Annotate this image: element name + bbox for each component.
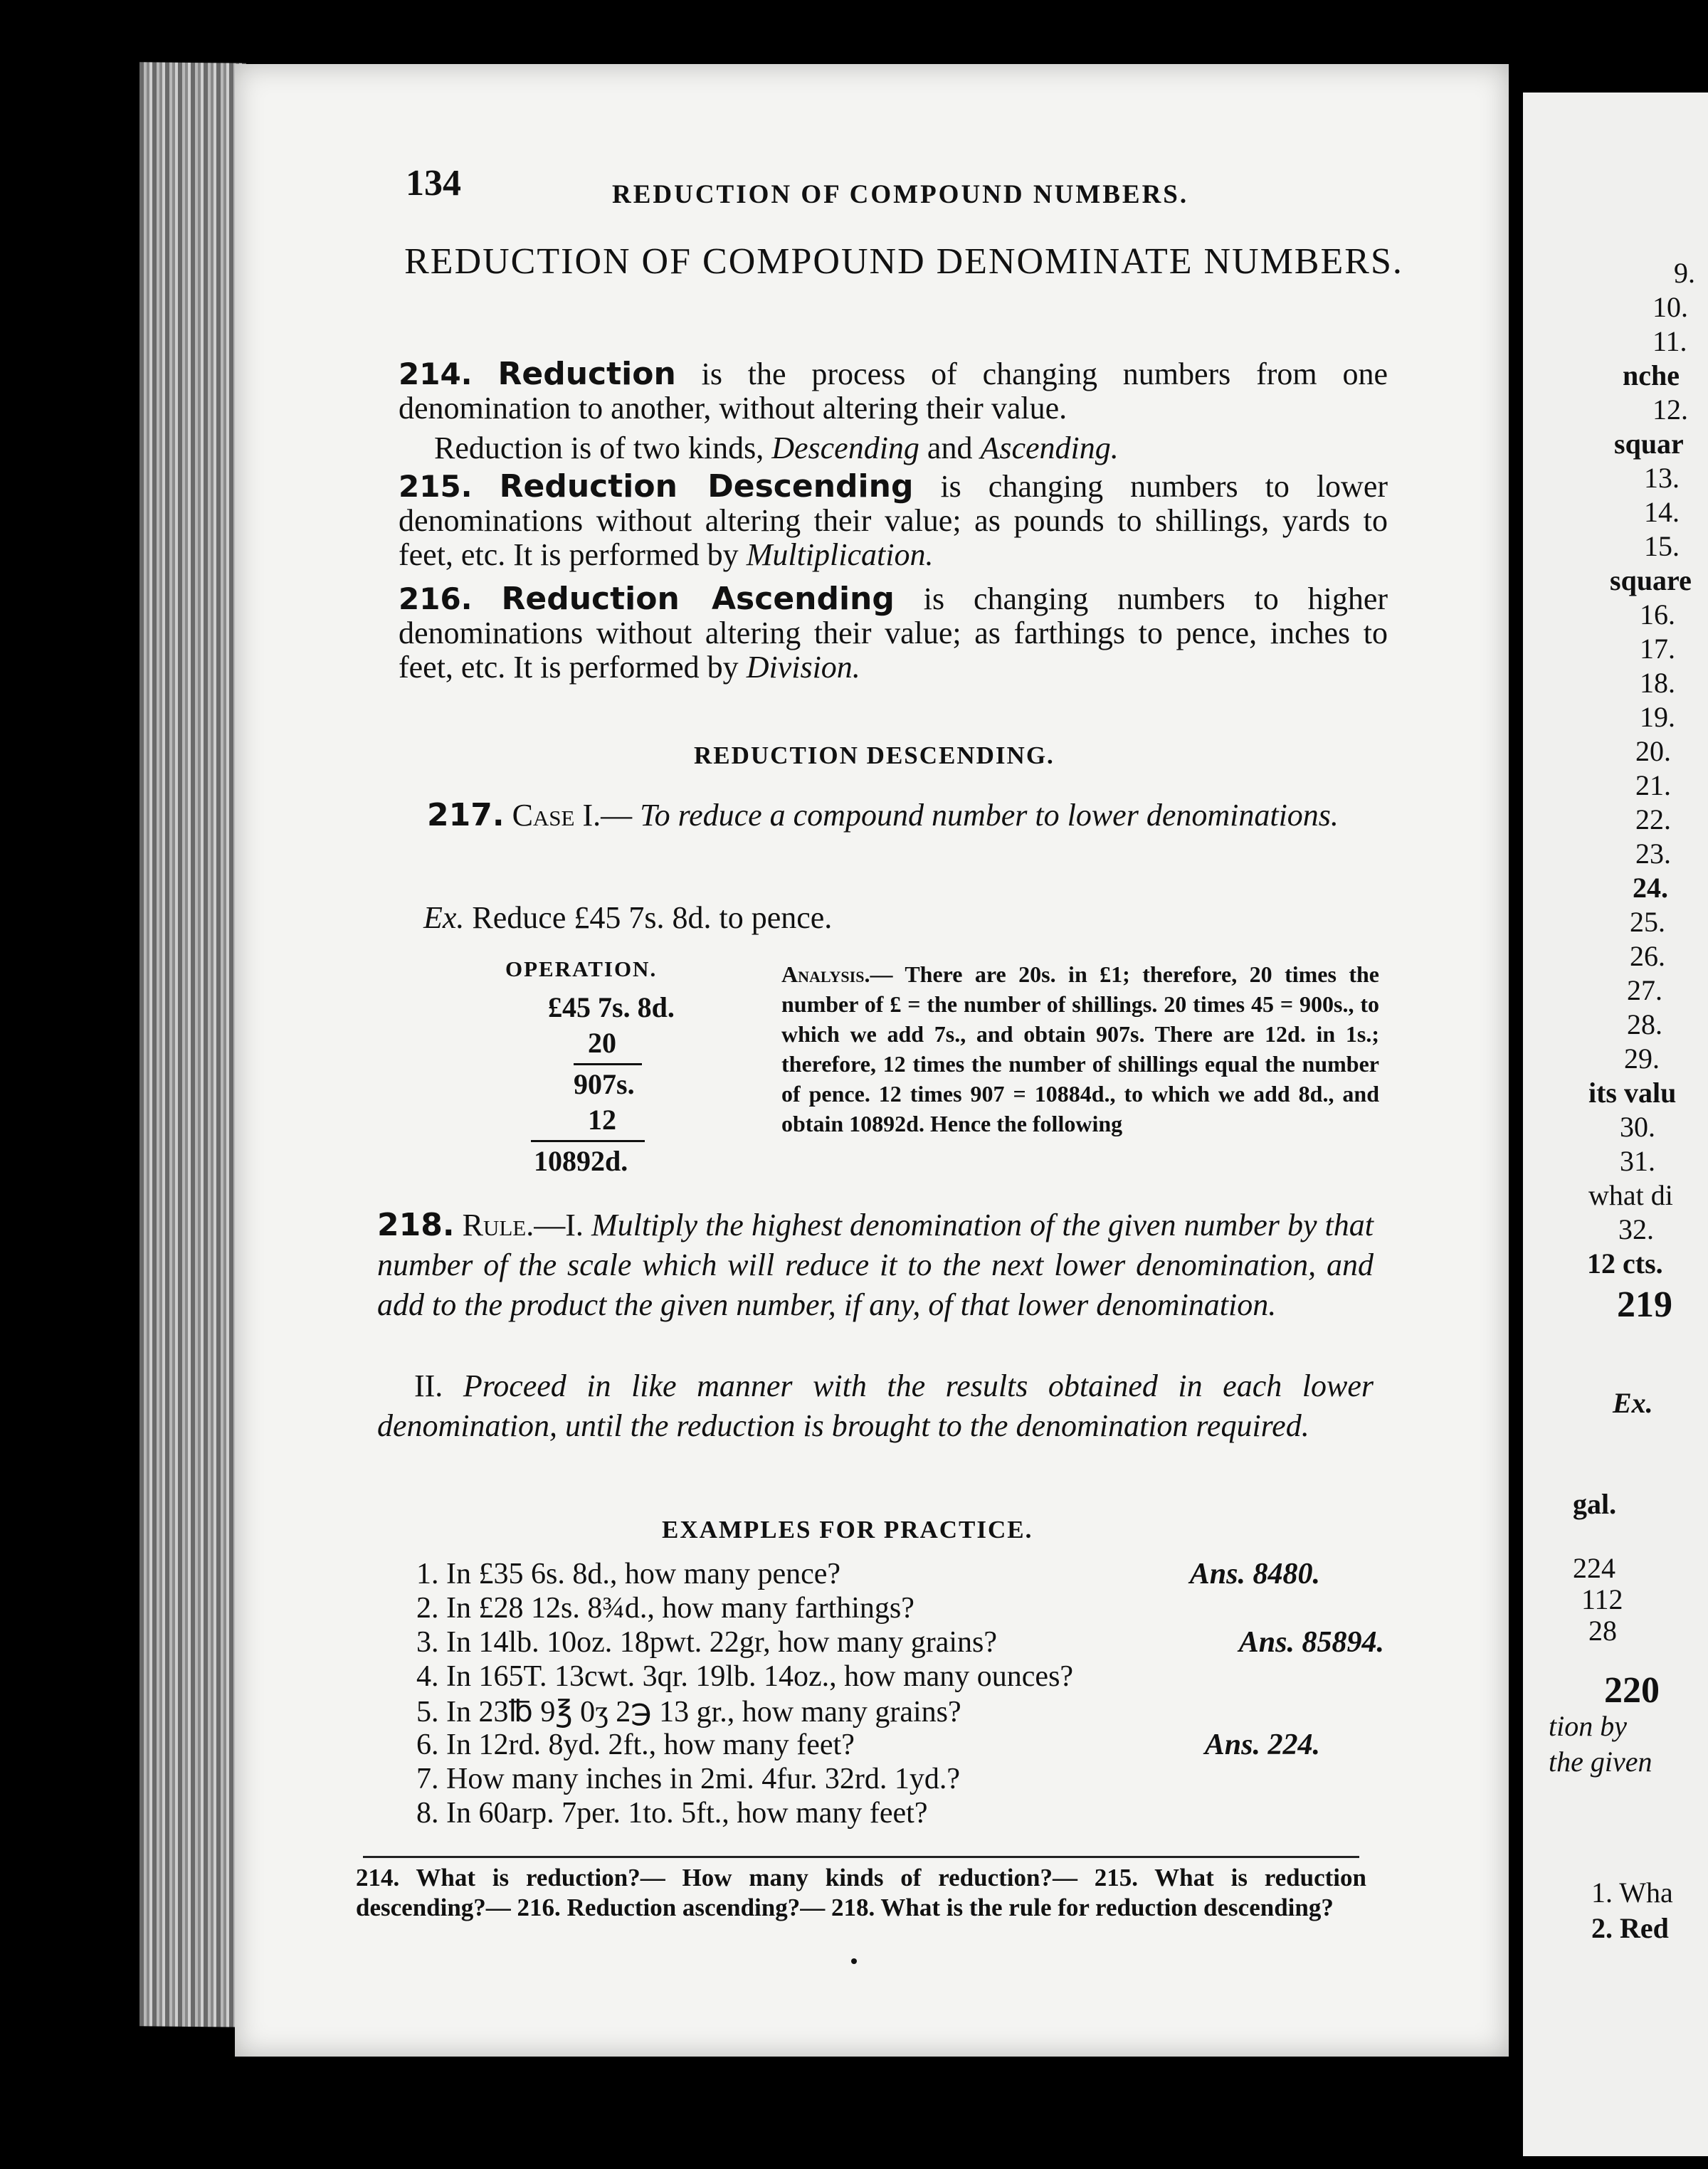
example-text: Reduce £45 7s. 8d. to pence. — [472, 900, 833, 935]
example — [423, 899, 832, 936]
list-item: 4. In 165T. 13cwt. 3qr. 19lb. 14oz., how many ounces? — [416, 1660, 1074, 1693]
kind-descending: Descending — [771, 431, 919, 465]
case-heading — [427, 797, 1388, 834]
definition-text: is changing numbers to lower denominations without altering their value; as pounds to shillings, yards to feet, etc. It is performed by — [399, 469, 1388, 572]
right-page-line: nche — [1623, 359, 1680, 391]
operation-line-2: 20 — [588, 1027, 616, 1059]
operation-heading: OPERATION. — [505, 956, 658, 981]
rule-text-2: Proceed in like manner with the results obtained in each lower denomination, until the reduction is brought to the denomination required. — [377, 1368, 1374, 1443]
rule-text-1: Multiply the highest denomination of the given number by that number of the scale which will reduce it to the next lower denomination, and add to the product the given number, if any, of that lower denomination. — [377, 1208, 1374, 1322]
rule-label: Rule.—I. — [462, 1208, 584, 1242]
running-title: REDUCTION OF COMPOUND NUMBERS. — [612, 180, 1189, 209]
list-item: 6. In 12rd. 8yd. 2ft., how many feet? Ans. 224. — [416, 1729, 1320, 1761]
right-page-line: tion by — [1549, 1710, 1627, 1742]
right-page-line: the given — [1549, 1746, 1652, 1778]
right-page-line: 219 — [1617, 1284, 1672, 1325]
examples-list — [416, 1557, 1406, 1830]
kinds-text: Reduction is of two kinds, — [434, 431, 764, 465]
footnote-questions: 214. What is reduction?— How many kinds of reduction?— 215. What is reduction descending?— 216. Reduction ascending?— 218. What is the rule for reduction descending? — [356, 1864, 1366, 1921]
right-page-line: 22. — [1635, 803, 1671, 835]
right-page-line: 19. — [1640, 701, 1675, 733]
book-page-edges — [139, 62, 246, 2027]
operation-line-3: 907s. — [574, 1068, 635, 1100]
right-page-line: 32. — [1618, 1213, 1654, 1245]
right-page-line: square — [1610, 564, 1692, 596]
rule-label-2: II. — [414, 1368, 443, 1403]
paragraph-214-kinds — [434, 431, 1359, 465]
list-item: 2. In £28 12s. 8¾d., how many farthings? — [416, 1592, 914, 1625]
right-page-line: its valu — [1588, 1077, 1677, 1109]
case-text: To reduce a compound number to lower denominations. — [640, 798, 1339, 833]
kind-ascending: Ascending. — [980, 431, 1119, 465]
list-item: 8. In 60arp. 7per. 1to. 5ft., how many feet? — [416, 1797, 928, 1830]
kinds-and: and — [927, 431, 973, 465]
operation-line-4: 12 — [588, 1104, 616, 1136]
case-label: Case I.— — [512, 798, 633, 833]
section-number: 218. — [377, 1207, 455, 1243]
paragraph-215 — [399, 470, 1388, 572]
right-page-line: 23. — [1635, 838, 1671, 870]
right-page-line: 14. — [1644, 496, 1680, 528]
term-reduction-ascending: Reduction Ascending — [501, 581, 895, 617]
right-page-line: 15. — [1644, 530, 1680, 562]
right-page-line: 18. — [1640, 667, 1675, 699]
right-page-line: 10. — [1652, 291, 1688, 323]
term-reduction: Reduction — [497, 356, 676, 392]
right-page-line: 30. — [1620, 1111, 1655, 1143]
analysis-text — [781, 959, 1379, 1139]
paragraph-214 — [399, 357, 1388, 426]
footnote-divider — [363, 1856, 1359, 1858]
right-page-line: what di — [1588, 1179, 1673, 1211]
right-page-line: 20. — [1635, 735, 1671, 767]
operation-rule — [531, 1140, 645, 1142]
section-number: 217. — [427, 797, 505, 833]
right-page-line: Ex. — [1613, 1387, 1653, 1419]
right-page-line: 2. Red — [1591, 1912, 1669, 1944]
right-page-line: 224 — [1573, 1552, 1615, 1584]
page-number: 134 — [406, 163, 461, 204]
right-page-line: 21. — [1635, 769, 1671, 801]
right-page-line: 27. — [1627, 974, 1662, 1006]
definition-text: is changing numbers to higher denominations without altering their value; as farthings to pence, inches to feet, etc. It is performed by — [399, 581, 1388, 685]
operation-line-1: £45 7s. 8d. — [548, 991, 675, 1023]
examples-heading: EXAMPLES FOR PRACTICE. — [662, 1516, 1033, 1543]
section-number: 216. — [399, 581, 473, 616]
right-page-line: 16. — [1640, 598, 1675, 630]
right-page-line: 112 — [1581, 1583, 1623, 1615]
term-reduction-descending: Reduction Descending — [499, 468, 914, 505]
right-page-line: 28 — [1588, 1615, 1617, 1647]
list-item: 7. How many inches in 2mi. 4fur. 32rd. 1yd.? — [416, 1763, 961, 1795]
right-page-line: 26. — [1630, 940, 1665, 972]
right-page-line: 13. — [1644, 462, 1680, 494]
right-page-line: 9. — [1674, 257, 1695, 289]
section-number: 214. — [399, 357, 473, 391]
right-page-line: 17. — [1640, 633, 1675, 665]
right-page-line: 12. — [1652, 394, 1688, 426]
rule-paragraph-2 — [377, 1366, 1374, 1446]
analysis-body: There are 20s. in £1; therefore, 20 times the number of £ = the number of shillings. 20 times 45 = 900s., to which we add 7s., and obtain 907s. There are 12d. in 1s.; therefore, 12 times the number of shillings equal the number of pence. 12 times 907 = 10884d., to which we add 8d., and obtain 10892d. Hence the following — [781, 961, 1380, 1136]
operation-rule — [574, 1063, 642, 1065]
right-page-line: 1. Wha — [1591, 1877, 1673, 1909]
right-page-line: squar — [1614, 428, 1684, 460]
section-heading: REDUCTION DESCENDING. — [694, 742, 1055, 769]
right-page-line: 25. — [1630, 906, 1665, 938]
list-item: 5. In 23℔ 9℥ 0ʒ 2℈ 13 gr., how many grains? — [416, 1696, 961, 1729]
right-page-line: 29. — [1624, 1043, 1660, 1075]
rule-paragraph-1 — [377, 1205, 1374, 1325]
paragraph-216 — [399, 582, 1388, 685]
operation-line-5: 10892d. — [534, 1145, 628, 1177]
chapter-title: REDUCTION OF COMPOUND DENOMINATE NUMBERS. — [404, 241, 1403, 282]
right-page-line: 24. — [1633, 872, 1668, 904]
analysis-label: Analysis.— — [781, 961, 893, 987]
right-page-line: 31. — [1620, 1145, 1655, 1177]
method-division: Division. — [746, 650, 860, 685]
right-page-line: gal. — [1573, 1488, 1617, 1520]
section-number: 215. — [399, 469, 473, 504]
example-label: Ex. — [423, 900, 465, 935]
print-mark — [851, 1958, 857, 1964]
list-item: 1. In £35 6s. 8d., how many pence? Ans. 8480. — [416, 1558, 1320, 1590]
definition-text: is the process of changing numbers from one denomination to another, without altering their value. — [399, 357, 1388, 426]
right-page-line: 11. — [1652, 325, 1687, 357]
right-page-line: 28. — [1627, 1008, 1662, 1040]
method-multiplication: Multiplication. — [746, 537, 934, 572]
list-item: 3. In 14lb. 10oz. 18pwt. 22gr, how many grains? Ans. 85894. — [416, 1626, 1384, 1659]
right-page-line: 12 cts. — [1587, 1247, 1663, 1279]
right-page-line: 220 — [1604, 1670, 1660, 1711]
